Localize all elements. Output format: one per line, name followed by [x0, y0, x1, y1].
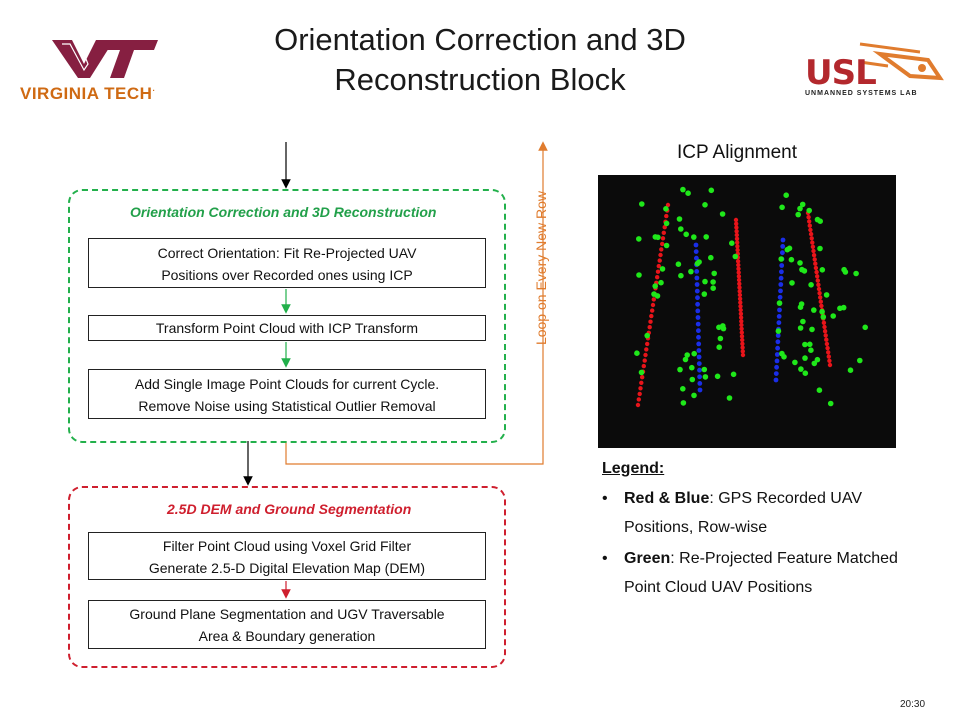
blue-point — [779, 269, 784, 274]
blue-point — [778, 295, 783, 300]
red-point — [734, 225, 738, 229]
blue-point — [697, 381, 702, 386]
red-point — [818, 295, 822, 299]
green-point — [781, 354, 787, 360]
red-point — [810, 240, 814, 244]
blue-point — [774, 365, 779, 370]
blue-point — [696, 315, 701, 320]
green-point — [636, 236, 642, 242]
green-point — [729, 240, 735, 246]
blue-point — [776, 339, 781, 344]
green-point — [806, 208, 812, 214]
legend-item — [602, 484, 902, 542]
red-point — [806, 215, 810, 219]
blue-point — [697, 348, 702, 353]
green-point — [731, 372, 737, 378]
green-point — [678, 226, 684, 232]
green-point — [720, 211, 726, 217]
red-point — [739, 315, 743, 319]
correct-orientation-box — [88, 238, 486, 288]
usl-letters: USL — [805, 53, 876, 93]
green-point — [795, 212, 801, 218]
green-point — [778, 256, 784, 262]
blue-point — [775, 346, 780, 351]
blue-point — [775, 352, 780, 357]
green-point — [715, 374, 721, 380]
green-point — [862, 325, 868, 331]
green-point — [683, 357, 689, 363]
red-point — [738, 300, 742, 304]
green-point — [710, 285, 716, 291]
red-point — [640, 375, 644, 379]
blue-point — [697, 368, 702, 373]
red-point — [816, 283, 820, 287]
green-point — [797, 206, 803, 212]
red-point — [809, 232, 813, 236]
red-point — [827, 354, 831, 358]
bullet-icon: • — [602, 490, 608, 507]
red-point — [740, 345, 744, 349]
slide-title-line2: Reconstruction Block — [334, 62, 626, 97]
green-point — [634, 350, 640, 356]
red-point — [735, 240, 739, 244]
blue-point — [695, 282, 700, 287]
green-point — [802, 342, 808, 348]
red-point — [649, 314, 653, 318]
blue-point — [775, 359, 780, 364]
green-point — [678, 273, 684, 279]
green-point — [817, 246, 823, 252]
box-line: Add Single Image Point Clouds for current Cycle. — [134, 376, 440, 392]
legend — [602, 460, 902, 602]
green-point — [830, 313, 836, 319]
legend-item-text: : GPS Recorded UAV Positions, Row-wise — [624, 490, 862, 536]
red-point — [817, 291, 821, 295]
red-point — [648, 325, 652, 329]
green-point — [848, 367, 854, 373]
red-point — [738, 293, 742, 297]
legend-heading: Legend: — [602, 460, 665, 477]
green-point — [720, 323, 726, 329]
add-point-clouds-box — [88, 369, 486, 419]
blue-point — [695, 295, 700, 300]
blue-point — [777, 314, 782, 319]
blue-point — [697, 361, 702, 366]
box-line: Ground Plane Segmentation and UGV Traversable — [129, 606, 445, 622]
blue-point — [779, 263, 784, 268]
legend-item-key: Green — [624, 550, 671, 567]
green-point — [809, 327, 815, 333]
box-line: Area & Boundary generation — [198, 628, 376, 644]
red-point — [651, 303, 655, 307]
blue-point — [774, 378, 779, 383]
blue-point — [694, 249, 699, 254]
red-point — [734, 218, 738, 222]
loop-label-text: Loop on Every New Row — [533, 190, 549, 346]
green-point — [783, 192, 789, 198]
green-point — [808, 347, 814, 353]
green-point — [820, 267, 826, 273]
green-point — [824, 292, 830, 298]
green-point — [680, 187, 686, 193]
green-point — [828, 401, 834, 407]
red-point — [817, 287, 821, 291]
red-point — [658, 258, 662, 262]
legend-item — [602, 544, 902, 602]
red-point — [643, 353, 647, 357]
orientation-correction-group-label: Orientation Correction and 3D Reconstruction — [130, 204, 437, 220]
icp-alignment-image — [598, 175, 896, 448]
green-point — [802, 355, 808, 361]
red-point — [739, 323, 743, 327]
ground-plane-segmentation-box — [88, 600, 486, 649]
green-point — [660, 266, 666, 272]
red-point — [737, 278, 741, 282]
blue-point — [777, 308, 782, 313]
green-point — [677, 367, 683, 373]
green-point — [779, 205, 785, 211]
green-point — [652, 283, 658, 289]
green-point — [789, 257, 795, 263]
blue-point — [774, 371, 779, 376]
green-point — [815, 217, 821, 223]
green-point — [710, 279, 716, 285]
legend-item-key: Red & Blue — [624, 490, 710, 507]
blue-point — [697, 355, 702, 360]
green-point — [807, 342, 813, 348]
blue-point — [697, 374, 702, 379]
green-point — [680, 386, 686, 392]
red-point — [741, 353, 745, 357]
red-point — [644, 347, 648, 351]
box-line: Remove Noise using Statistical Outlier Removal — [138, 398, 436, 414]
red-point — [808, 224, 812, 228]
green-point — [800, 319, 806, 325]
green-point — [798, 366, 804, 372]
red-point — [819, 304, 823, 308]
green-point — [691, 351, 697, 357]
green-point — [811, 307, 817, 313]
voxel-grid-dem-box — [88, 532, 486, 580]
icp-title: ICP Alignment — [676, 142, 798, 163]
green-point — [695, 261, 701, 267]
green-point — [798, 325, 804, 331]
green-point — [716, 344, 722, 350]
red-point — [810, 236, 814, 240]
green-point — [676, 261, 682, 267]
slide-number: 20:30 — [900, 699, 926, 710]
icp-point-cloud — [598, 175, 896, 448]
green-point — [703, 234, 709, 240]
red-point — [636, 403, 640, 407]
red-point — [736, 263, 740, 267]
blue-point — [694, 269, 699, 274]
blue-point — [696, 322, 701, 327]
blue-point — [696, 328, 701, 333]
red-point — [639, 381, 643, 385]
red-point — [826, 350, 830, 354]
green-point — [803, 370, 809, 376]
box-line: Correct Orientation: Fit Re-Projected UAV — [157, 245, 417, 261]
red-point — [824, 338, 828, 342]
green-point — [797, 260, 803, 266]
green-point — [708, 255, 714, 261]
red-point — [664, 214, 668, 218]
red-point — [659, 247, 663, 251]
green-point — [718, 336, 724, 342]
red-point — [661, 236, 665, 240]
red-point — [825, 342, 829, 346]
green-point — [798, 304, 804, 310]
green-point — [664, 221, 670, 227]
red-point — [650, 308, 654, 312]
green-point — [681, 400, 687, 406]
green-point — [819, 309, 825, 315]
red-point — [643, 358, 647, 362]
green-point — [812, 361, 818, 367]
green-point — [703, 374, 709, 380]
green-point — [664, 243, 670, 249]
green-point — [639, 370, 645, 376]
blue-point — [781, 238, 786, 243]
green-point — [802, 268, 808, 274]
dem-segmentation-group-label: 2.5D DEM and Ground Segmentation — [167, 501, 412, 517]
red-point — [660, 242, 664, 246]
blue-point — [778, 282, 783, 287]
red-point — [662, 231, 666, 235]
green-point — [663, 206, 669, 212]
green-point — [709, 188, 715, 194]
red-point — [808, 228, 812, 232]
green-point — [636, 272, 642, 278]
red-point — [822, 321, 826, 325]
green-point — [653, 234, 659, 240]
slide-title-line1: Orientation Correction and 3D — [274, 22, 686, 57]
green-point — [685, 190, 691, 196]
green-point — [792, 360, 798, 366]
box-line: Filter Point Cloud using Voxel Grid Filter — [162, 538, 412, 554]
green-point — [702, 367, 708, 373]
red-point — [811, 249, 815, 253]
red-point — [637, 397, 641, 401]
green-point — [702, 202, 708, 208]
red-point — [740, 338, 744, 342]
green-point — [702, 291, 708, 297]
blue-point — [694, 243, 699, 248]
red-point — [642, 364, 646, 368]
red-point — [825, 346, 829, 350]
blue-point — [696, 335, 701, 340]
green-point — [785, 247, 791, 253]
green-point — [702, 279, 708, 285]
box-line: Generate 2.5-D Digital Elevation Map (DEM) — [148, 560, 426, 576]
green-point — [808, 282, 814, 288]
red-point — [819, 300, 823, 304]
red-point — [656, 270, 660, 274]
red-point — [737, 285, 741, 289]
blue-point — [780, 250, 785, 255]
red-point — [816, 278, 820, 282]
green-point — [821, 314, 827, 320]
red-point — [827, 359, 831, 363]
legend-item-text: : Re-Projected Feature Matched Point Cloud UAV Positions — [624, 550, 898, 596]
green-point — [817, 387, 823, 393]
green-point — [690, 377, 696, 383]
vt-wordmark: VIRGINIA TECH. — [20, 84, 156, 103]
bullet-icon: • — [602, 550, 608, 567]
red-point — [658, 253, 662, 257]
red-point — [828, 363, 832, 367]
green-point — [733, 254, 739, 260]
green-point — [777, 300, 783, 306]
green-point — [639, 201, 645, 207]
blue-point — [778, 289, 783, 294]
green-point — [689, 365, 695, 371]
green-point — [688, 269, 694, 275]
green-point — [691, 393, 697, 399]
usl-subtitle: UNMANNED SYSTEMS LAB — [805, 90, 918, 97]
red-point — [814, 270, 818, 274]
red-point — [813, 262, 817, 266]
blue-point — [695, 302, 700, 307]
red-point — [638, 392, 642, 396]
green-point — [837, 306, 843, 312]
blue-point — [777, 320, 782, 325]
green-point — [658, 280, 664, 286]
loop-label — [531, 150, 551, 390]
red-point — [812, 253, 816, 257]
green-point — [651, 291, 657, 297]
blue-point — [695, 276, 700, 281]
green-point — [843, 269, 849, 275]
blue-point — [780, 244, 785, 249]
green-point — [691, 234, 697, 240]
green-point — [857, 358, 863, 364]
red-point — [824, 333, 828, 337]
red-point — [648, 320, 652, 324]
red-point — [638, 386, 642, 390]
blue-point — [695, 289, 700, 294]
green-point — [789, 280, 795, 286]
red-point — [823, 329, 827, 333]
green-point — [711, 271, 717, 277]
red-point — [737, 270, 741, 274]
red-point — [822, 325, 826, 329]
green-point — [677, 216, 683, 222]
green-point — [727, 395, 733, 401]
red-point — [811, 245, 815, 249]
transform-point-cloud-box: Transform Point Cloud with ICP Transform — [88, 315, 486, 341]
red-point — [739, 308, 743, 312]
red-point — [735, 248, 739, 252]
red-point — [813, 257, 817, 261]
red-point — [645, 342, 649, 346]
green-point — [644, 333, 650, 339]
blue-point — [696, 342, 701, 347]
red-point — [655, 275, 659, 279]
blue-point — [695, 309, 700, 314]
red-point — [814, 266, 818, 270]
blue-point — [779, 276, 784, 281]
box-line: Positions over Recorded ones using ICP — [161, 267, 413, 283]
green-point — [683, 232, 689, 238]
red-point — [740, 330, 744, 334]
green-point — [776, 328, 782, 334]
blue-point — [698, 388, 703, 393]
red-point — [735, 233, 739, 237]
red-point — [815, 274, 819, 278]
red-point — [807, 219, 811, 223]
red-point — [652, 297, 656, 301]
green-point — [853, 271, 859, 277]
